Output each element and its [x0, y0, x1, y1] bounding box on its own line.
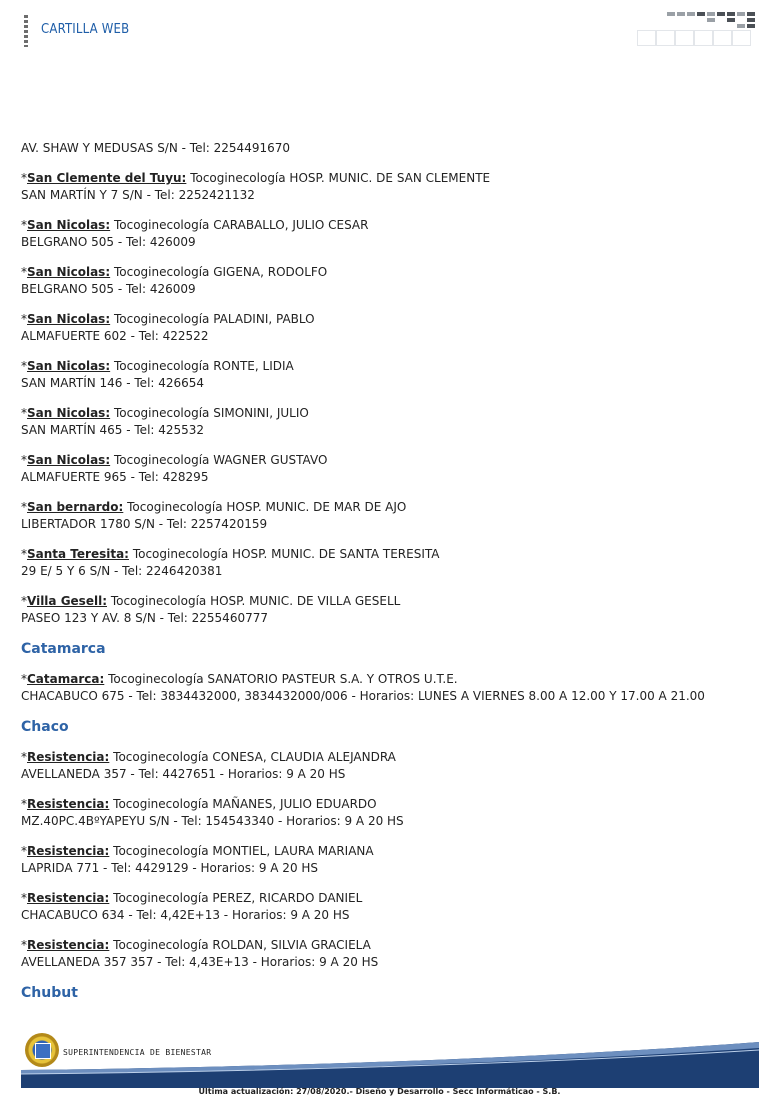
entry-address: LAPRIDA 771 - Tel: 4429129 - Horarios: 9 A 20 HS: [21, 861, 319, 875]
entry-continuation: [21, 140, 741, 157]
last-updated-text: Ultima actualización: 27/08/2020.- Diseño y Desarrollo - Secc Informáticao - S.B.: [198, 1087, 561, 1096]
entry-list-buenos-aires: [21, 170, 741, 627]
entry-city-link[interactable]: San Clemente del Tuyu:: [27, 171, 187, 185]
institution-seal-logo: [25, 1033, 59, 1067]
entry-marker: *: [21, 312, 27, 326]
entry-description: Tocoginecología HOSP. MUNIC. DE SAN CLEMENTE: [190, 171, 491, 185]
list-item: [21, 546, 741, 580]
province-heading-chubut[interactable]: Chubut: [21, 985, 78, 1001]
entry-description: Tocoginecología SANATORIO PASTEUR S.A. Y OTROS U.T.E.: [108, 672, 458, 686]
list-item: [21, 405, 741, 439]
entry-description: Tocoginecología HOSP. MUNIC. DE SANTA TERESITA: [132, 547, 440, 561]
page-title: CARTILLA WEB: [41, 22, 130, 37]
entry-city-link[interactable]: San Nicolas:: [27, 312, 111, 326]
entry-marker: *: [21, 594, 27, 608]
province-heading-catamarca[interactable]: Catamarca: [21, 641, 106, 657]
entry-description: Tocoginecología SIMONINI, JULIO: [113, 406, 309, 420]
footer-wave: [21, 1030, 759, 1088]
header-decoration: [637, 10, 759, 48]
entry-description: Tocoginecología RONTE, LIDIA: [113, 359, 294, 373]
page-header: [0, 0, 759, 60]
organization-name: SUPERINTENDENCIA DE BIENESTAR: [63, 1048, 212, 1057]
entry-city-link[interactable]: San Nicolas:: [27, 265, 111, 279]
entry-marker: *: [21, 797, 27, 811]
entry-marker: *: [21, 359, 27, 373]
entry-marker: *: [21, 453, 27, 467]
entry-address: BELGRANO 505 - Tel: 426009: [21, 282, 196, 296]
list-item: [21, 311, 741, 345]
entry-city-link[interactable]: San Nicolas:: [27, 359, 111, 373]
entry-marker: *: [21, 750, 27, 764]
entry-address: ALMAFUERTE 965 - Tel: 428295: [21, 470, 209, 484]
list-item: [21, 499, 741, 533]
entry-address: CHACABUCO 634 - Tel: 4,42E+13 - Horarios: 9 A 20 HS: [21, 908, 350, 922]
entry-city-link[interactable]: Resistencia:: [27, 797, 110, 811]
entry-description: Tocoginecología MAÑANES, JULIO EDUARDO: [113, 797, 377, 811]
entry-marker: *: [21, 891, 27, 905]
entry-address: AV. SHAW Y MEDUSAS S/N - Tel: 2254491670: [21, 141, 290, 155]
list-item: [21, 452, 741, 486]
entry-marker: *: [21, 844, 27, 858]
list-item: [21, 796, 741, 830]
entry-address: AVELLANEDA 357 - Tel: 4427651 - Horarios: 9 A 20 HS: [21, 767, 346, 781]
entry-description: Tocoginecología WAGNER GUSTAVO: [113, 453, 328, 467]
entry-description: Tocoginecología GIGENA, RODOLFO: [113, 265, 328, 279]
entry-city-link[interactable]: Catamarca:: [27, 672, 105, 686]
list-item: [21, 937, 741, 971]
entry-address: ALMAFUERTE 602 - Tel: 422522: [21, 329, 209, 343]
entry-city-link[interactable]: Santa Teresita:: [27, 547, 129, 561]
entry-city-link[interactable]: Resistencia:: [27, 750, 110, 764]
list-item: [21, 264, 741, 298]
list-item: [21, 749, 741, 783]
entry-marker: *: [21, 500, 27, 514]
entry-city-link[interactable]: Resistencia:: [27, 844, 110, 858]
entry-city-link[interactable]: San bernardo:: [27, 500, 124, 514]
entry-description: Tocoginecología PEREZ, RICARDO DANIEL: [113, 891, 363, 905]
entry-city-link[interactable]: Villa Gesell:: [27, 594, 107, 608]
list-item: [21, 593, 741, 627]
entry-city-link[interactable]: San Nicolas:: [27, 406, 111, 420]
entry-description: Tocoginecología ROLDAN, SILVIA GRACIELA: [113, 938, 371, 952]
entry-description: Tocoginecología CARABALLO, JULIO CESAR: [113, 218, 369, 232]
entry-address: SAN MARTÍN 465 - Tel: 425532: [21, 423, 205, 437]
entry-address: MZ.40PC.4BºYAPEYU S/N - Tel: 154543340 - Horarios: 9 A 20 HS: [21, 814, 404, 828]
entry-description: Tocoginecología HOSP. MUNIC. DE VILLA GESELL: [110, 594, 401, 608]
entry-description: Tocoginecología PALADINI, PABLO: [113, 312, 315, 326]
entry-marker: *: [21, 672, 27, 686]
entry-marker: *: [21, 171, 27, 185]
entry-address: 29 E/ 5 Y 6 S/N - Tel: 2246420381: [21, 564, 223, 578]
entry-marker: *: [21, 265, 27, 279]
entry-address: AVELLANEDA 357 357 - Tel: 4,43E+13 - Horarios: 9 A 20 HS: [21, 955, 379, 969]
list-item: [21, 358, 741, 392]
list-item: [21, 890, 741, 924]
header-accent-bar: [24, 15, 28, 47]
entry-marker: *: [21, 218, 27, 232]
entry-address: BELGRANO 505 - Tel: 426009: [21, 235, 196, 249]
list-item: [21, 671, 741, 705]
listing-content: [21, 140, 741, 1015]
province-heading-chaco[interactable]: Chaco: [21, 719, 69, 735]
list-item: [21, 843, 741, 877]
list-item: [21, 217, 741, 251]
entry-address: PASEO 123 Y AV. 8 S/N - Tel: 2255460777: [21, 611, 268, 625]
entry-marker: *: [21, 547, 27, 561]
entry-description: Tocoginecología MONTIEL, LAURA MARIANA: [113, 844, 374, 858]
page-footer: [21, 1030, 759, 1088]
entry-marker: *: [21, 938, 27, 952]
list-item: [21, 170, 741, 204]
entry-description: Tocoginecología HOSP. MUNIC. DE MAR DE AJO: [127, 500, 407, 514]
entry-city-link[interactable]: San Nicolas:: [27, 453, 111, 467]
entry-address: CHACABUCO 675 - Tel: 3834432000, 3834432000/006 - Horarios: LUNES A VIERNES 8.00 A 12.00 Y 17.00 A 21.00: [21, 689, 705, 703]
entry-address: LIBERTADOR 1780 S/N - Tel: 2257420159: [21, 517, 268, 531]
entry-description: Tocoginecología CONESA, CLAUDIA ALEJANDRA: [113, 750, 396, 764]
entry-city-link[interactable]: San Nicolas:: [27, 218, 111, 232]
entry-city-link[interactable]: Resistencia:: [27, 938, 110, 952]
entry-address: SAN MARTÍN 146 - Tel: 426654: [21, 376, 205, 390]
entry-list-catamarca: [21, 671, 741, 705]
entry-city-link[interactable]: Resistencia:: [27, 891, 110, 905]
entry-marker: *: [21, 406, 27, 420]
entry-list-chaco: [21, 749, 741, 971]
entry-address: SAN MARTÍN Y 7 S/N - Tel: 2252421132: [21, 188, 255, 202]
